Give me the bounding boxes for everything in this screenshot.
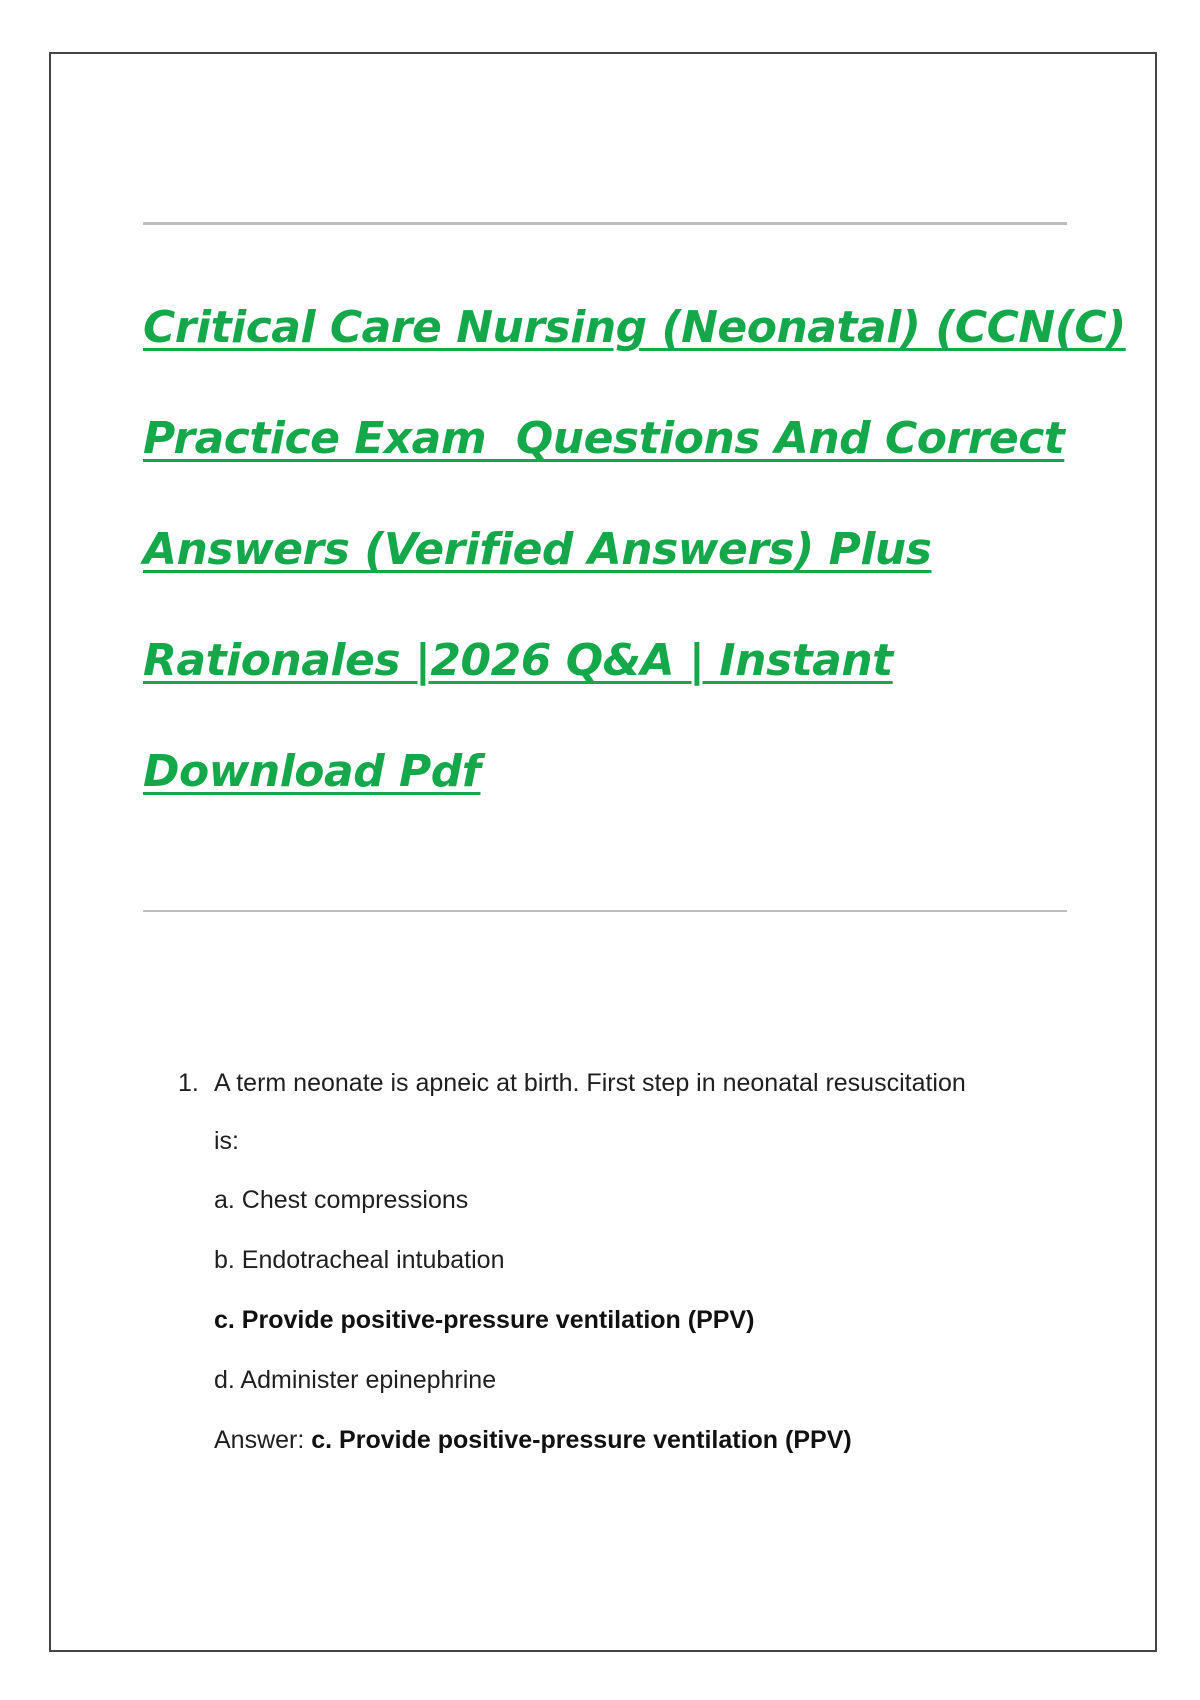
- option-b: b. Endotracheal intubation: [214, 1246, 505, 1274]
- title-line: Critical Care Nursing (Neonatal) (CCN(C): [143, 302, 1126, 353]
- bottom-divider: [143, 910, 1067, 912]
- title-line: Download Pdf: [143, 746, 481, 797]
- option-c-correct: c. Provide positive-pressure ventilation (PPV): [214, 1306, 755, 1334]
- title-line: Rationales |2026 Q&A | Instant: [143, 635, 893, 686]
- question-stem: [178, 1054, 1098, 1170]
- answer-line: [178, 1410, 1098, 1470]
- answer-label: Answer:: [214, 1426, 312, 1454]
- title-line: Practice Exam Questions And Correct: [143, 413, 1065, 464]
- answer-value: c. Provide positive-pressure ventilation (PPV): [311, 1426, 852, 1454]
- title-line: Answers (Verified Answers) Plus: [143, 524, 932, 575]
- document-title: [143, 272, 1126, 827]
- question-stem-line: A term neonate is apneic at birth. First step in neonatal resuscitation: [214, 1069, 966, 1097]
- question-item: [178, 1054, 1098, 1470]
- option-d: d. Administer epinephrine: [214, 1366, 497, 1394]
- question-stem-line: is:: [214, 1127, 239, 1155]
- top-divider: [143, 222, 1067, 225]
- question-number: 1.: [178, 1069, 199, 1097]
- option-a: a. Chest compressions: [214, 1186, 469, 1214]
- document-page: [49, 52, 1157, 1652]
